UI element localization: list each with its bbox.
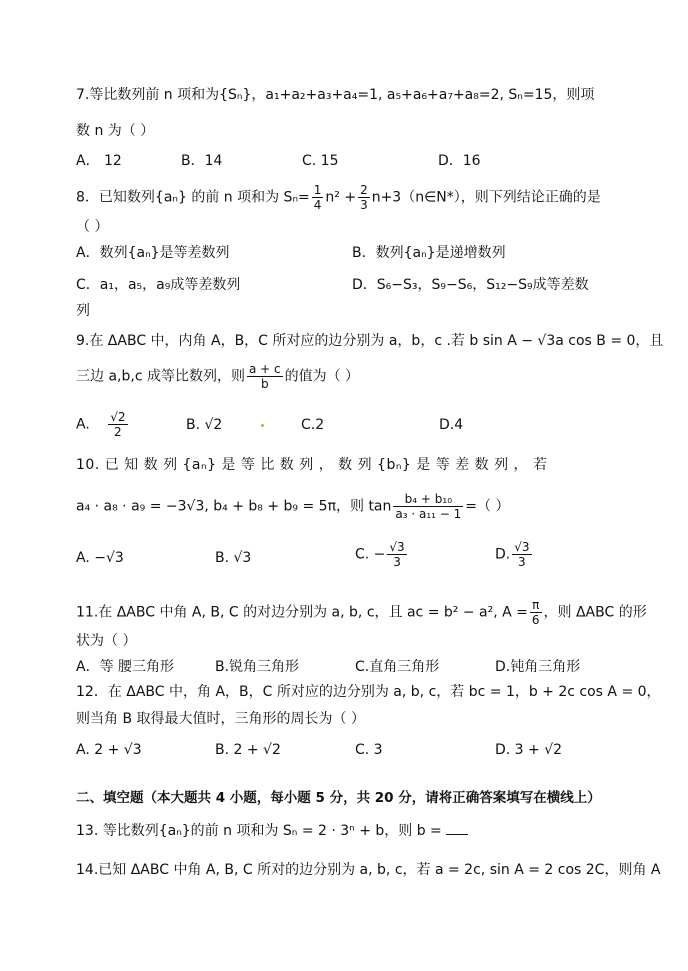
q8-line1-start: 8．已知数列{aₙ} 的前 n 项和为 Sₙ=	[76, 189, 310, 206]
section-2-heading: 二、填空题（本大题共 4 小题，每小题 5 分，共 20 分，请将正确答案填写在横线上）	[76, 790, 601, 806]
q11-line1	[76, 598, 647, 627]
q10-line2-end: =（ ）	[465, 498, 510, 515]
stray-dot-mark	[261, 424, 264, 427]
q8-option-d: D．S₆−S₃，S₉−S₆，S₁₂−S₉成等差数	[352, 277, 589, 293]
q8-option-d-wrap: 列	[76, 303, 90, 319]
q12-option-b: B. 2 + √2	[215, 742, 281, 758]
q11-option-a: A．等 腰三角形	[76, 659, 175, 675]
q13-answer-blank[interactable]	[446, 822, 468, 835]
q8-line1-end: n+3（n∈N*），则下列结论正确的是	[371, 189, 601, 206]
q14-line: 14.已知 ΔABC 中角 A, B, C 所对的边分别为 a, b, c，若 a = 2c, sin A = 2 cos 2C，则角 A	[76, 862, 661, 878]
q7-option-b: B．14	[181, 153, 223, 169]
q7-option-d: D．16	[438, 153, 481, 169]
q9-line1: 9.在 ΔABC 中，内角 A，B，C 所对应的边分别为 a，b，c .若 b sin A − √3a cos B = 0，且	[76, 333, 664, 349]
q9-option-d: D.4	[439, 417, 464, 433]
q8-option-a: A．数列{aₙ}是等差数列	[76, 245, 230, 261]
q7-line2: 数 n 为（ ）	[76, 123, 155, 139]
q11-option-d: D.钝角三角形	[495, 659, 581, 675]
q8-fraction-1: $\frac{1}{4}$	[313, 183, 322, 212]
q11-option-b: B.锐角三角形	[215, 659, 300, 675]
q12-option-c: C. 3	[355, 742, 383, 758]
q7-option-c: C. 15	[302, 153, 339, 169]
q7-option-a: A． 12	[76, 153, 122, 169]
q10-line1: 10. 已 知 数 列 {aₙ} 是 等 比 数 列 ， 数 列 {bₙ} 是 等 差 数 列 ， 若	[76, 457, 548, 473]
q11-option-c: C.直角三角形	[355, 659, 440, 675]
q11-line1-end: ，则 ΔABC 的形	[543, 604, 647, 621]
q9-line2-end: 的值为（ ）	[284, 368, 360, 385]
q10-line2	[76, 492, 509, 521]
q7-line1: 7.等比数列前 n 项和为{Sₙ}，a₁+a₂+a₃+a₄=1, a₅+a₆+a₇+a₈=2, Sₙ=15，则项	[76, 87, 595, 103]
q11-line1-start: 11.在 ΔABC 中角 A, B, C 的对边分别为 a, b, c，且 ac = b² − a², A =	[76, 604, 528, 621]
q10-fraction: $\frac{\text{b₄ + b₁₀}}{\text{a₃ · a₁₁ − 1}}$	[395, 492, 462, 521]
q8-line1-mid: n² +	[325, 189, 357, 206]
q8-line2: （ ）	[76, 219, 109, 235]
q8-option-c: C．a₁，a₅，a₉成等差数列	[76, 277, 241, 293]
q10-option-a: A. −√3	[76, 550, 124, 566]
q10-option-c: C. − $\frac{√3}{3}$	[355, 540, 405, 569]
q12-option-d: D. 3 + √2	[495, 742, 563, 758]
q10-option-c-fraction: $\frac{√3}{3}$	[389, 540, 405, 569]
q12-option-a: A. 2 + √3	[76, 742, 142, 758]
q8-option-b: B．数列{aₙ}是递增数列	[352, 245, 506, 261]
q10-option-d: D. $\frac{√3}{3}$	[495, 540, 530, 569]
q8-fraction-2: $\frac{2}{3}$	[360, 183, 368, 212]
q9-fraction: $\frac{a + c}{b}$	[248, 362, 281, 391]
q10-option-b: B. √3	[215, 550, 252, 566]
q13-line	[76, 822, 468, 840]
q12-line2: 则当角 B 取得最大值时，三角形的周长为（ ）	[76, 711, 365, 727]
q10-line2-start: a₄ · a₈ · a₉ = −3√3, b₄ + b₈ + b₉ = 5π，则 tan	[76, 498, 392, 515]
q11-fraction: $\frac{\pi}{6}$	[531, 598, 540, 627]
q11-line2: 状为（ ）	[76, 633, 137, 649]
q9-line2-start: 三边 a,b,c 成等比数列，则	[76, 368, 245, 385]
q9-option-a: A. $\frac{√2}{2}$	[76, 410, 126, 439]
q10-option-d-fraction: $\frac{√3}{3}$	[514, 540, 530, 569]
q9-option-a-fraction: $\frac{√2}{2}$	[110, 410, 126, 439]
q8-line1	[76, 183, 601, 212]
q13-text: 13. 等比数列{aₙ}的前 n 项和为 Sₙ = 2 · 3ⁿ + b，则 b =	[76, 823, 442, 839]
q9-line2	[76, 362, 359, 391]
q9-option-b: B. √2	[186, 417, 223, 433]
q12-line1: 12．在 ΔABC 中，角 A，B，C 所对应的边分别为 a, b, c，若 bc = 1，b + 2c cos A = 0，	[76, 684, 661, 700]
q9-option-c: C.2	[301, 417, 325, 433]
